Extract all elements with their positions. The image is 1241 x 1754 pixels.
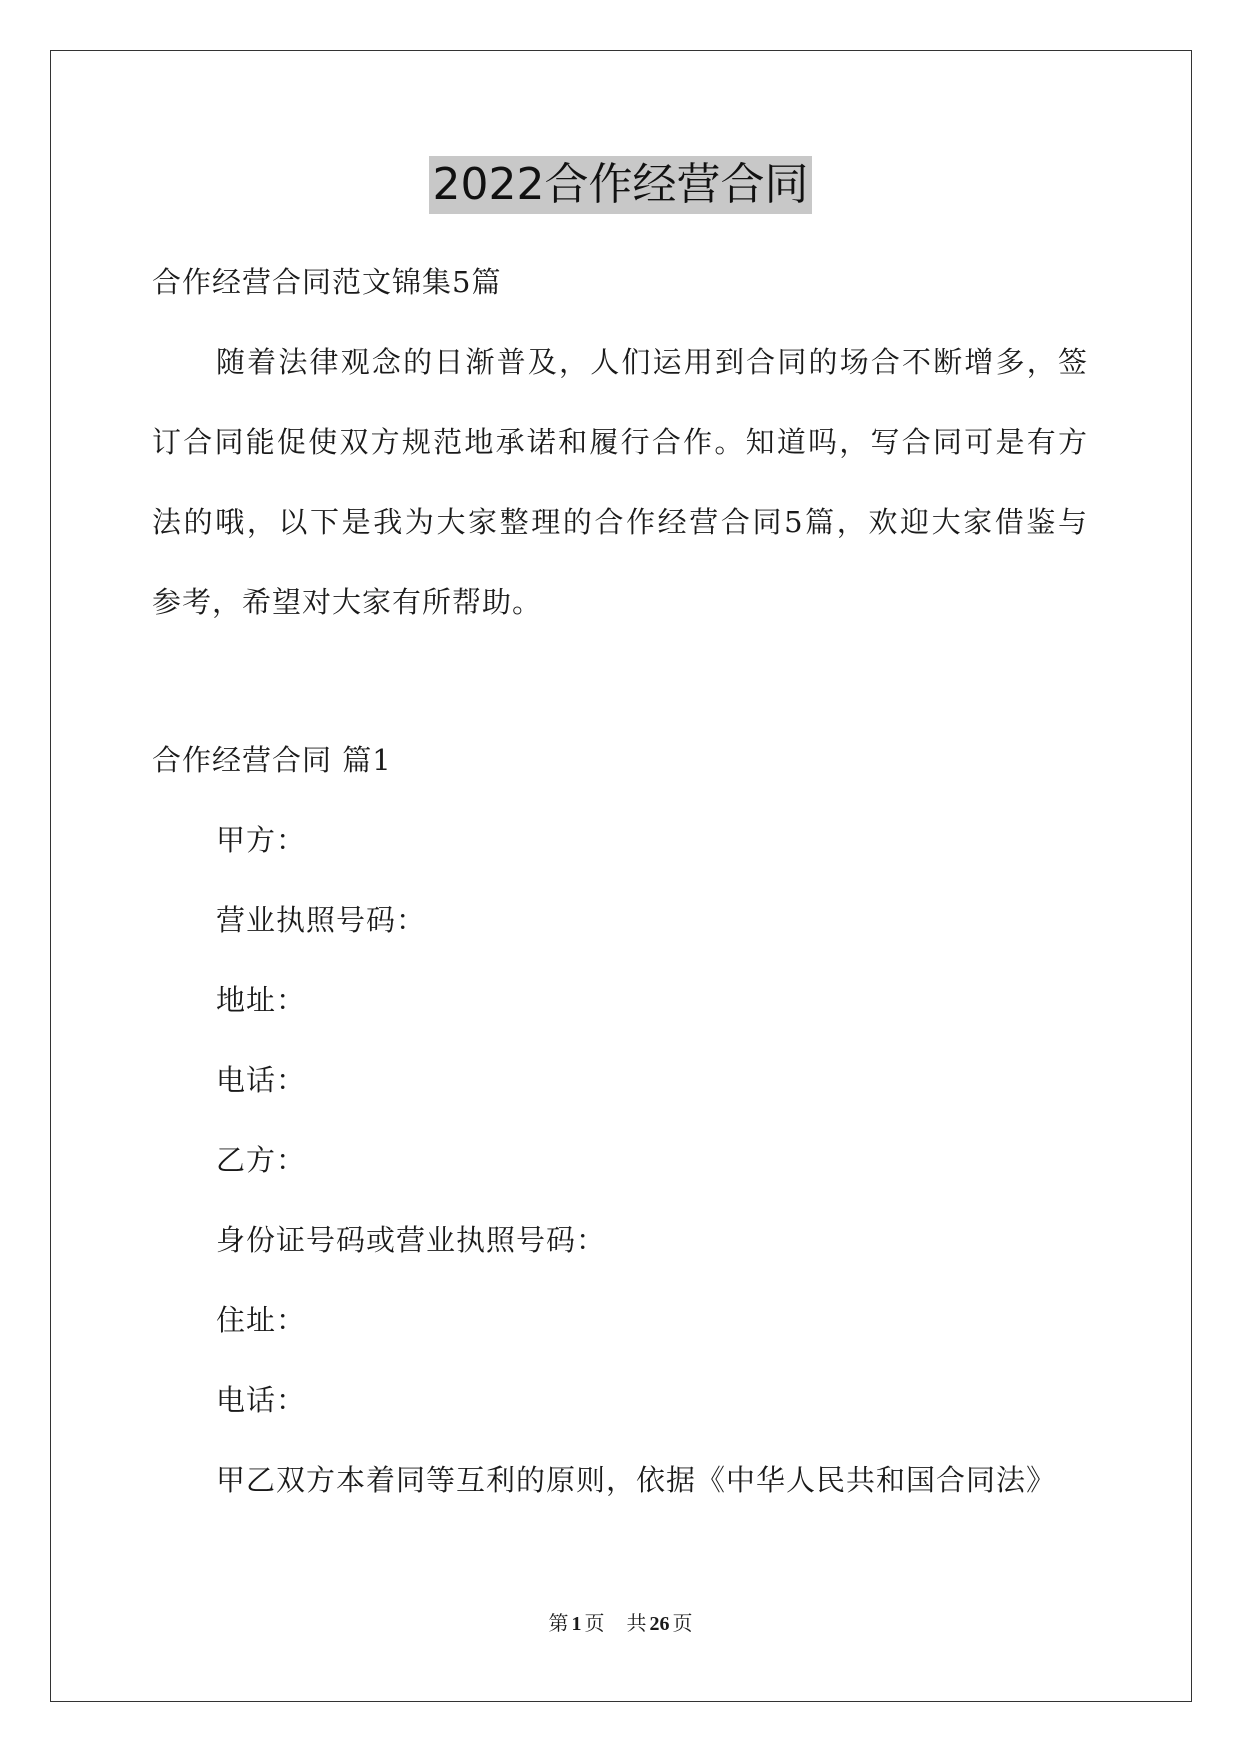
page-footer xyxy=(0,1612,1241,1636)
page-number: 1 xyxy=(571,1613,582,1635)
field-business-license: 营业执照号码： xyxy=(216,903,427,937)
intro-line-2: 订合同能促使双方规范地承诺和履行合作。知道吗，写合同可是有方 xyxy=(152,425,1088,459)
document-subtitle: 合作经营合同范文锦集5篇 xyxy=(152,265,502,299)
intro-line-4: 参考，希望对大家有所帮助。 xyxy=(152,585,543,619)
field-party-a: 甲方： xyxy=(216,823,307,857)
field-phone-b: 电话： xyxy=(216,1383,307,1417)
section-heading: 合作经营合同 篇1 xyxy=(152,743,392,777)
page-unit: 页 xyxy=(584,1613,605,1635)
intro-line-3: 法的哦，以下是我为大家整理的合作经营合同5篇，欢迎大家借鉴与 xyxy=(152,505,1088,539)
field-party-b: 乙方： xyxy=(216,1143,307,1177)
field-residence: 住址： xyxy=(216,1303,307,1337)
total-pages: 26 xyxy=(649,1613,670,1635)
field-phone-a: 电话： xyxy=(216,1063,307,1097)
total-unit: 页 xyxy=(672,1613,693,1635)
document-title: 2022合作经营合同 xyxy=(429,156,813,214)
field-id-or-license: 身份证号码或营业执照号码： xyxy=(216,1223,607,1257)
page-prefix: 第 xyxy=(548,1613,569,1635)
total-prefix: 共 xyxy=(626,1613,647,1635)
closing-line: 甲乙双方本着同等互利的原则，依据《中华人民共和国合同法》 xyxy=(216,1463,1057,1497)
intro-line-1: 随着法律观念的日渐普及，人们运用到合同的场合不断增多，签 xyxy=(216,345,1088,379)
field-address: 地址： xyxy=(216,983,307,1017)
title-container xyxy=(0,156,1241,214)
